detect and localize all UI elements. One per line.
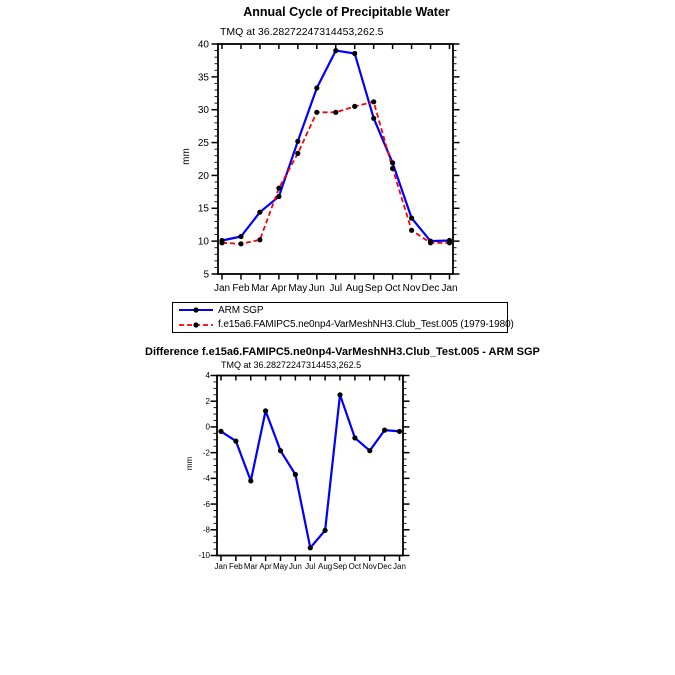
x-tick-label: May [272, 562, 289, 571]
x-tick-label: Apr [259, 562, 272, 571]
x-tick-label: Feb [232, 283, 250, 294]
data-point [323, 528, 328, 533]
top-chart-y-axis-label: mm [180, 148, 192, 165]
x-tick-label: Dec [377, 562, 392, 571]
x-tick-label: Sep [332, 562, 348, 571]
x-tick-label: Oct [348, 562, 362, 571]
legend-dashed-line-sample [178, 319, 216, 331]
x-axis-ticks [215, 376, 406, 572]
y-tick-label: 0 [205, 422, 210, 432]
plot-border [218, 44, 453, 274]
y-tick-label: 10 [197, 236, 209, 248]
y-tick-label: 2 [205, 396, 210, 406]
data-point [276, 194, 281, 199]
data-point [333, 110, 338, 115]
x-tick-label: Sep [364, 283, 383, 294]
x-tick-label: Jan [213, 283, 231, 294]
y-tick-label: 15 [197, 203, 209, 215]
data-point [352, 435, 357, 440]
y-tick-label: -6 [202, 499, 210, 509]
data-point [248, 478, 253, 483]
data-point [409, 228, 414, 233]
legend-entry-label: f.e15a6.FAMIPC5.ne0np4-VarMeshNH3.Club_Test.005 (1979-1980) [218, 319, 514, 331]
data-point [367, 448, 372, 453]
top-chart [198, 39, 460, 294]
series-markers [218, 392, 402, 550]
data-point [409, 216, 414, 221]
x-tick-label: Jun [308, 283, 325, 294]
x-tick-label: Jan [214, 562, 228, 571]
x-tick-label: Feb [228, 562, 243, 571]
legend-box [172, 302, 514, 333]
data-point [371, 116, 376, 121]
data-point [390, 160, 395, 165]
data-point [276, 186, 281, 191]
x-tick-label: Jun [288, 562, 302, 571]
x-tick-label: Jul [305, 562, 316, 571]
data-point [397, 429, 402, 434]
data-point [308, 545, 313, 550]
data-point [278, 448, 283, 453]
x-tick-label: Jan [441, 283, 458, 294]
data-point [371, 99, 376, 104]
top-chart-subtitle: TMQ at 36.28272247314453,262.5 [220, 26, 384, 38]
x-tick-label: Mar [243, 562, 258, 571]
legend-entry-model [173, 318, 514, 333]
data-point [352, 104, 357, 109]
x-tick-label: Aug [318, 562, 333, 571]
bottom-chart [198, 371, 409, 571]
legend-entry-label: ARM SGP [218, 304, 264, 316]
x-tick-label: Oct [384, 283, 401, 294]
data-point [447, 240, 452, 245]
data-point [314, 85, 319, 90]
data-point [293, 472, 298, 477]
data-point [218, 429, 223, 434]
y-tick-label: -2 [202, 448, 210, 458]
data-point [263, 408, 268, 413]
x-tick-label: May [288, 283, 308, 294]
data-point [233, 439, 238, 444]
y-tick-label: 5 [203, 269, 209, 281]
y-tick-label: -10 [198, 551, 210, 561]
data-point [337, 392, 342, 397]
data-point [352, 51, 357, 56]
legend-entry-arm-sgp [173, 303, 507, 318]
y-tick-label: 25 [197, 137, 209, 149]
data-point [390, 166, 395, 171]
data-point [333, 48, 338, 53]
x-tick-label: Mar [251, 283, 269, 294]
x-tick-label: Aug [345, 283, 364, 294]
x-tick-label: Apr [271, 283, 287, 294]
data-point [428, 240, 433, 245]
x-tick-label: Dec [421, 283, 440, 294]
y-tick-label: 40 [197, 39, 209, 51]
series-line [221, 395, 400, 548]
data-point [382, 428, 387, 433]
data-point [295, 151, 300, 156]
x-tick-label: Jan [393, 562, 406, 571]
data-point [219, 240, 224, 245]
data-point [257, 210, 262, 215]
series-markers [219, 48, 452, 244]
bottom-chart-subtitle: TMQ at 36.28272247314453,262.5 [221, 360, 362, 370]
top-chart-title: Annual Cycle of Precipitable Water [243, 5, 450, 19]
data-point [257, 237, 262, 242]
bottom-chart-y-axis-label: mm [185, 456, 195, 471]
series-line [222, 51, 450, 242]
x-axis-ticks [214, 44, 458, 294]
y-tick-label: 20 [197, 170, 209, 182]
x-tick-label: Nov [362, 562, 377, 571]
y-tick-label: -8 [202, 525, 210, 535]
data-point [295, 139, 300, 144]
x-tick-label: Nov [402, 283, 421, 294]
legend-solid-line-sample [178, 304, 216, 316]
bottom-chart-title: Difference f.e15a6.FAMIPC5.ne0np4-VarMeshNH3.Club_Test.005 - ARM SGP [145, 346, 540, 358]
y-tick-label: 4 [205, 371, 210, 381]
y-axis-ticks [198, 371, 409, 560]
y-tick-label: -4 [202, 474, 210, 484]
y-tick-label: 35 [197, 72, 209, 84]
x-tick-label: Jul [329, 283, 343, 294]
data-point [238, 241, 243, 246]
data-point [238, 234, 243, 239]
y-axis-ticks [198, 39, 460, 280]
data-point [314, 110, 319, 115]
y-tick-label: 30 [197, 105, 209, 117]
